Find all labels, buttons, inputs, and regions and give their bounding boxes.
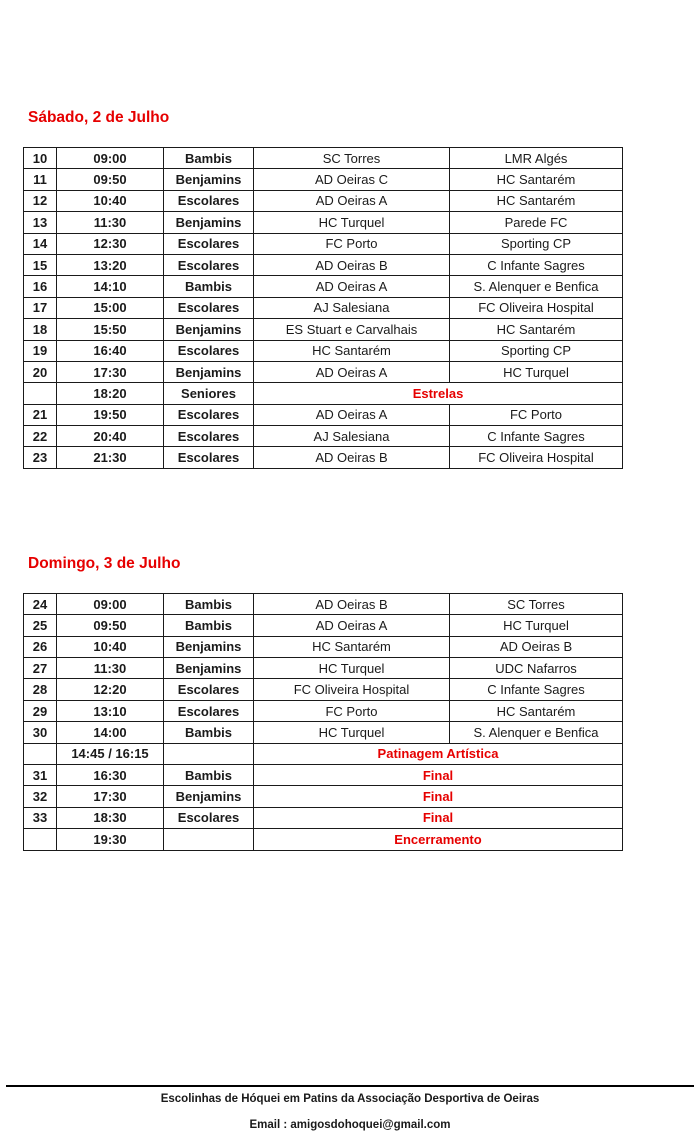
- time-cell: 09:00: [57, 148, 164, 169]
- away-team-cell: AD Oeiras B: [450, 636, 623, 657]
- game-number-cell: 29: [24, 700, 57, 721]
- schedule-row: [24, 148, 623, 169]
- schedule-row: [24, 829, 623, 850]
- game-number-cell: 20: [24, 361, 57, 382]
- time-cell: 09:00: [57, 593, 164, 614]
- schedule-row: [24, 233, 623, 254]
- time-cell: 13:10: [57, 700, 164, 721]
- category-cell: Benjamins: [164, 212, 254, 233]
- schedule-row: [24, 319, 623, 340]
- schedule-row: [24, 658, 623, 679]
- time-cell: 14:00: [57, 722, 164, 743]
- event-cell: Encerramento: [254, 829, 623, 850]
- home-team-cell: HC Turquel: [254, 658, 450, 679]
- event-cell: Final: [254, 807, 623, 828]
- game-number-cell: [24, 383, 57, 404]
- schedule-row: [24, 254, 623, 275]
- section-title-saturday: Sábado, 2 de Julho: [28, 109, 170, 126]
- footer-organization-text: Escolinhas de Hóquei em Patins da Associação Desportiva de Oeiras: [160, 1093, 540, 1105]
- home-team-cell: HC Turquel: [254, 212, 450, 233]
- home-team-cell: AD Oeiras A: [254, 404, 450, 425]
- schedule-row: [24, 190, 623, 211]
- game-number-cell: 12: [24, 190, 57, 211]
- schedule-row: [24, 404, 623, 425]
- time-cell: 11:30: [57, 658, 164, 679]
- game-number-cell: 30: [24, 722, 57, 743]
- schedule-row: [24, 361, 623, 382]
- game-number-cell: 21: [24, 404, 57, 425]
- home-team-cell: AD Oeiras B: [254, 447, 450, 468]
- game-number-cell: 24: [24, 593, 57, 614]
- time-cell: 19:30: [57, 829, 164, 850]
- category-cell: Escolares: [164, 404, 254, 425]
- home-team-cell: AD Oeiras B: [254, 254, 450, 275]
- away-team-cell: HC Santarém: [450, 169, 623, 190]
- category-cell: Bambis: [164, 764, 254, 785]
- schedule-row: [24, 807, 623, 828]
- home-team-cell: FC Oliveira Hospital: [254, 679, 450, 700]
- schedule-row: [24, 786, 623, 807]
- game-number-cell: 22: [24, 426, 57, 447]
- away-team-cell: C Infante Sagres: [450, 254, 623, 275]
- time-cell: 14:45 / 16:15: [57, 743, 164, 764]
- home-team-cell: SC Torres: [254, 148, 450, 169]
- time-cell: 09:50: [57, 615, 164, 636]
- home-team-cell: AD Oeiras A: [254, 615, 450, 636]
- time-cell: 15:50: [57, 319, 164, 340]
- category-cell: Escolares: [164, 700, 254, 721]
- game-number-cell: 14: [24, 233, 57, 254]
- time-cell: 17:30: [57, 361, 164, 382]
- category-cell: Escolares: [164, 679, 254, 700]
- schedule-row: [24, 447, 623, 468]
- schedule-row: [24, 212, 623, 233]
- category-cell: Escolares: [164, 254, 254, 275]
- schedule-row: [24, 593, 623, 614]
- category-cell: Escolares: [164, 340, 254, 361]
- time-cell: 12:30: [57, 233, 164, 254]
- category-cell: Bambis: [164, 722, 254, 743]
- game-number-cell: 16: [24, 276, 57, 297]
- schedule-row: [24, 276, 623, 297]
- home-team-cell: FC Porto: [254, 700, 450, 721]
- away-team-cell: SC Torres: [450, 593, 623, 614]
- away-team-cell: Sporting CP: [450, 233, 623, 254]
- home-team-cell: HC Santarém: [254, 636, 450, 657]
- away-team-cell: S. Alenquer e Benfica: [450, 276, 623, 297]
- away-team-cell: UDC Nafarros: [450, 658, 623, 679]
- schedule-row: [24, 297, 623, 318]
- footer-email-text: Email : amigosdohoquei@gmail.com: [249, 1119, 451, 1131]
- category-cell: Bambis: [164, 593, 254, 614]
- away-team-cell: HC Santarém: [450, 700, 623, 721]
- event-cell: Final: [254, 786, 623, 807]
- time-cell: 16:30: [57, 764, 164, 785]
- schedule-table-saturday: [23, 147, 623, 469]
- away-team-cell: C Infante Sagres: [450, 679, 623, 700]
- schedule-table-sunday: [23, 593, 623, 851]
- game-number-cell: 32: [24, 786, 57, 807]
- game-number-cell: 26: [24, 636, 57, 657]
- home-team-cell: AD Oeiras A: [254, 276, 450, 297]
- event-cell: Estrelas: [254, 383, 623, 404]
- category-cell: Benjamins: [164, 319, 254, 340]
- event-cell: Final: [254, 764, 623, 785]
- schedule-row: [24, 615, 623, 636]
- home-team-cell: ES Stuart e Carvalhais: [254, 319, 450, 340]
- game-number-cell: 25: [24, 615, 57, 636]
- category-cell: [164, 743, 254, 764]
- category-cell: Escolares: [164, 426, 254, 447]
- category-cell: Escolares: [164, 233, 254, 254]
- time-cell: 10:40: [57, 190, 164, 211]
- game-number-cell: [24, 743, 57, 764]
- game-number-cell: 13: [24, 212, 57, 233]
- category-cell: Escolares: [164, 297, 254, 318]
- away-team-cell: FC Porto: [450, 404, 623, 425]
- time-cell: 19:50: [57, 404, 164, 425]
- home-team-cell: AD Oeiras A: [254, 361, 450, 382]
- game-number-cell: [24, 829, 57, 850]
- time-cell: 17:30: [57, 786, 164, 807]
- category-cell: Benjamins: [164, 786, 254, 807]
- category-cell: [164, 829, 254, 850]
- game-number-cell: 27: [24, 658, 57, 679]
- game-number-cell: 31: [24, 764, 57, 785]
- away-team-cell: C Infante Sagres: [450, 426, 623, 447]
- away-team-cell: HC Santarém: [450, 190, 623, 211]
- time-cell: 16:40: [57, 340, 164, 361]
- home-team-cell: AD Oeiras A: [254, 190, 450, 211]
- time-cell: 13:20: [57, 254, 164, 275]
- schedule-row: [24, 722, 623, 743]
- time-cell: 10:40: [57, 636, 164, 657]
- time-cell: 21:30: [57, 447, 164, 468]
- schedule-row: [24, 743, 623, 764]
- category-cell: Bambis: [164, 148, 254, 169]
- page-footer: [6, 1085, 694, 1132]
- category-cell: Seniores: [164, 383, 254, 404]
- schedule-row: [24, 764, 623, 785]
- time-cell: 12:20: [57, 679, 164, 700]
- category-cell: Bambis: [164, 276, 254, 297]
- away-team-cell: FC Oliveira Hospital: [450, 447, 623, 468]
- schedule-row: [24, 636, 623, 657]
- away-team-cell: Sporting CP: [450, 340, 623, 361]
- schedule-row: [24, 426, 623, 447]
- section-saturday: [23, 109, 700, 469]
- schedule-row: [24, 679, 623, 700]
- away-team-cell: Parede FC: [450, 212, 623, 233]
- home-team-cell: AD Oeiras C: [254, 169, 450, 190]
- away-team-cell: FC Oliveira Hospital: [450, 297, 623, 318]
- category-cell: Benjamins: [164, 658, 254, 679]
- schedule-row: [24, 340, 623, 361]
- home-team-cell: HC Turquel: [254, 722, 450, 743]
- time-cell: 09:50: [57, 169, 164, 190]
- category-cell: Escolares: [164, 190, 254, 211]
- category-cell: Benjamins: [164, 636, 254, 657]
- category-cell: Benjamins: [164, 361, 254, 382]
- time-cell: 14:10: [57, 276, 164, 297]
- schedule-row: [24, 169, 623, 190]
- category-cell: Escolares: [164, 807, 254, 828]
- game-number-cell: 33: [24, 807, 57, 828]
- game-number-cell: 18: [24, 319, 57, 340]
- time-cell: 18:30: [57, 807, 164, 828]
- home-team-cell: HC Santarém: [254, 340, 450, 361]
- home-team-cell: AD Oeiras B: [254, 593, 450, 614]
- away-team-cell: S. Alenquer e Benfica: [450, 722, 623, 743]
- away-team-cell: HC Turquel: [450, 361, 623, 382]
- game-number-cell: 11: [24, 169, 57, 190]
- game-number-cell: 28: [24, 679, 57, 700]
- category-cell: Bambis: [164, 615, 254, 636]
- away-team-cell: HC Santarém: [450, 319, 623, 340]
- game-number-cell: 23: [24, 447, 57, 468]
- event-cell: Patinagem Artística: [254, 743, 623, 764]
- game-number-cell: 10: [24, 148, 57, 169]
- home-team-cell: AJ Salesiana: [254, 426, 450, 447]
- time-cell: 18:20: [57, 383, 164, 404]
- game-number-cell: 17: [24, 297, 57, 318]
- game-number-cell: 15: [24, 254, 57, 275]
- time-cell: 20:40: [57, 426, 164, 447]
- schedule-row: [24, 700, 623, 721]
- category-cell: Escolares: [164, 447, 254, 468]
- game-number-cell: 19: [24, 340, 57, 361]
- home-team-cell: AJ Salesiana: [254, 297, 450, 318]
- category-cell: Benjamins: [164, 169, 254, 190]
- section-sunday: [23, 555, 700, 851]
- away-team-cell: HC Turquel: [450, 615, 623, 636]
- section-title-sunday: Domingo, 3 de Julho: [28, 554, 181, 572]
- schedule-row: [24, 383, 623, 404]
- time-cell: 11:30: [57, 212, 164, 233]
- home-team-cell: FC Porto: [254, 233, 450, 254]
- away-team-cell: LMR Algés: [450, 148, 623, 169]
- time-cell: 15:00: [57, 297, 164, 318]
